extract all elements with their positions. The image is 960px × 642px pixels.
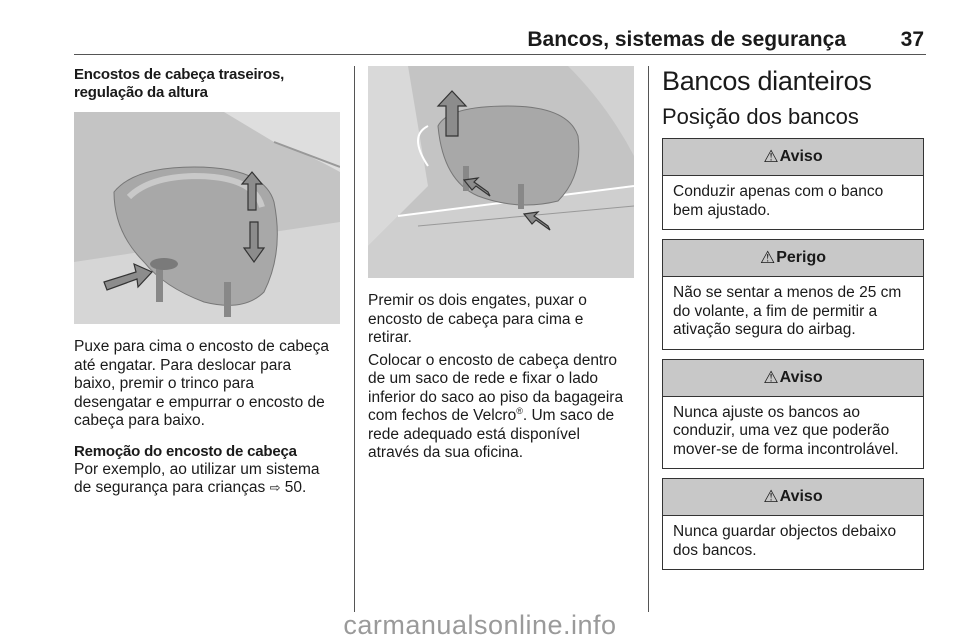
- paragraph: [74, 338, 340, 431]
- danger-body: [663, 277, 923, 349]
- warning-label: Aviso: [779, 148, 823, 165]
- removal-heading: Remoção do encosto de cabeça: [74, 442, 297, 460]
- text-line: Puxe para cima o encosto de cabeça: [74, 338, 330, 355]
- warning-icon: ⚠: [763, 147, 779, 166]
- section-title: Bancos dianteiros: [662, 66, 872, 96]
- text-line: através da sua oficina.: [368, 444, 524, 461]
- page-header: [74, 28, 926, 55]
- danger-label: Perigo: [776, 249, 827, 266]
- text-line: Nunca ajuste os bancos ao: [673, 403, 860, 421]
- danger-box: [662, 239, 924, 350]
- text-line: encosto de cabeça para cima e: [368, 310, 584, 328]
- warning-icon: ⚠: [759, 248, 776, 267]
- page-reference-icon: ⇨: [269, 480, 281, 495]
- text-line: ativação segura do airbag.: [673, 321, 856, 338]
- text-line: do volante, a fim de permitir a: [673, 302, 878, 320]
- page-number: 37: [900, 28, 924, 51]
- headrest-removal-figure: [368, 66, 634, 278]
- text-line: até engatar. Para deslocar para: [74, 356, 292, 374]
- warning-box: [662, 359, 924, 470]
- warning-box: [662, 478, 924, 570]
- text-line: baixo, premir o trinco para: [74, 375, 255, 392]
- registered-mark: ®: [516, 405, 523, 416]
- danger-header: [663, 240, 923, 277]
- paragraph: [368, 352, 634, 463]
- text-line: retirar.: [368, 329, 412, 346]
- text-line: mover-se de forma incontrolável.: [673, 440, 899, 458]
- column-left: [74, 66, 340, 498]
- running-title: Bancos, sistemas de segurança: [527, 28, 846, 51]
- text-line: cabeça para baixo.: [74, 412, 205, 429]
- warning-header: [663, 360, 923, 397]
- warning-body: [663, 516, 923, 569]
- text-line: dos bancos.: [673, 541, 757, 559]
- text-line: de um saco de rede e fixar o lado: [368, 370, 599, 387]
- subheading-line: Encostos de cabeça traseiros,: [74, 66, 285, 83]
- text-line: Colocar o encosto de cabeça dentro: [368, 351, 618, 369]
- subsection-title: Posição dos bancos: [662, 104, 859, 129]
- text-line: com fechos de Velcro: [368, 407, 517, 424]
- text-line: desengatar e empurrar o encosto de: [74, 393, 325, 411]
- text-line: rede adequado está disponível: [368, 425, 580, 443]
- paragraph: [74, 461, 340, 498]
- text-line: Conduzir apenas com o banco: [673, 183, 884, 200]
- warning-label: Aviso: [779, 488, 823, 505]
- warning-body: [663, 176, 923, 229]
- watermark: carmanualsonline.info: [343, 610, 617, 640]
- text-line: bem ajustado.: [673, 201, 771, 219]
- subheading-line: regulação da altura: [74, 84, 208, 101]
- text-line: Premir os dois engates, puxar o: [368, 292, 587, 309]
- text-line: Nunca guardar objectos debaixo: [673, 523, 897, 540]
- warning-icon: ⚠: [763, 487, 779, 506]
- column-divider: [354, 66, 355, 612]
- column-middle: [368, 66, 634, 463]
- page-reference[interactable]: 50.: [280, 479, 307, 496]
- warning-body: [663, 397, 923, 469]
- text-line: conduzir, uma vez que poderão: [673, 422, 890, 439]
- warning-header: [663, 139, 923, 176]
- warning-icon: ⚠: [763, 367, 779, 387]
- text-line: Por exemplo, ao utilizar um sistema: [74, 460, 320, 478]
- warning-label: Aviso: [779, 368, 823, 386]
- text-line: inferior do saco ao piso da bagageira: [368, 388, 624, 406]
- column-right: [662, 66, 924, 570]
- warning-box: [662, 138, 924, 230]
- subheading: [74, 66, 340, 102]
- text-line: . Um saco de: [522, 407, 615, 424]
- headrest-height-figure: [74, 112, 340, 324]
- text-line: Não se sentar a menos de 25 cm: [673, 284, 902, 301]
- paragraph: [368, 292, 634, 348]
- warning-header: [663, 479, 923, 516]
- text-line: de segurança para crianças: [74, 479, 270, 496]
- column-divider: [648, 66, 649, 612]
